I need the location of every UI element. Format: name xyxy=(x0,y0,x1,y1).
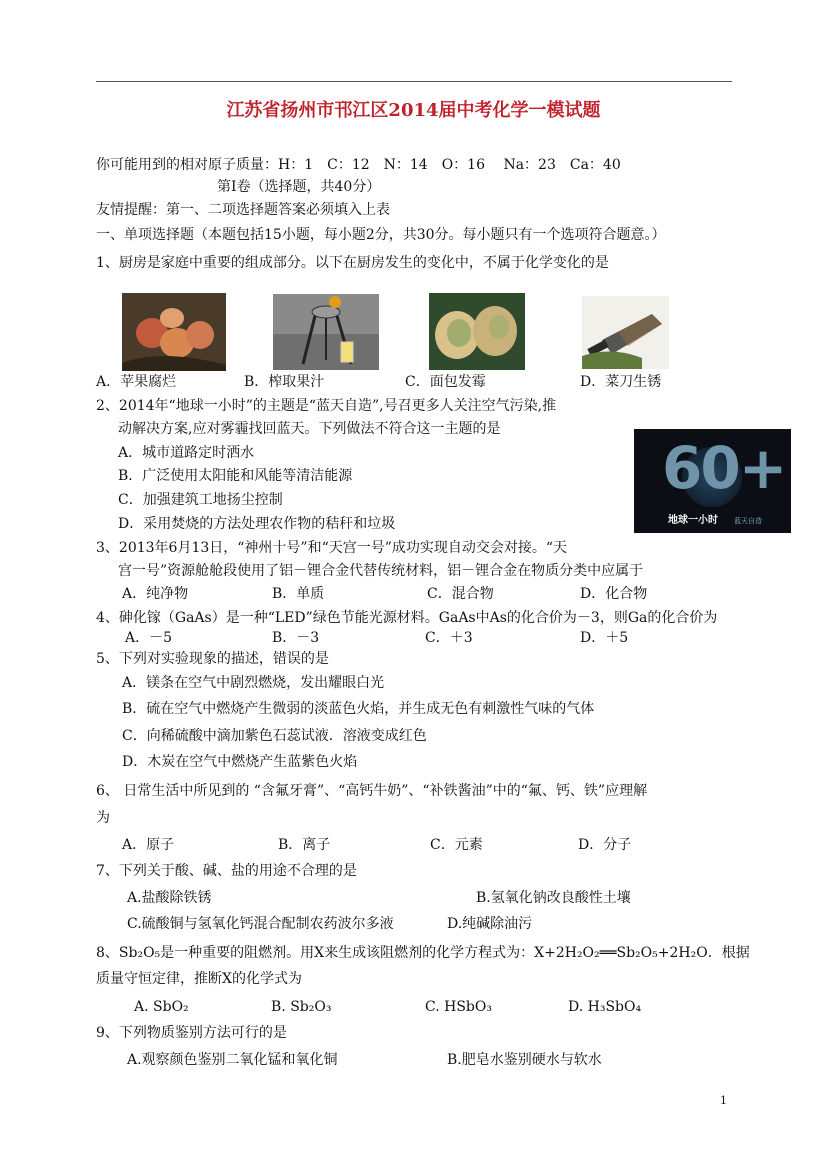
volume-header: 第Ⅰ卷（选择题，共40分） xyxy=(217,179,381,195)
rusty-knife-image xyxy=(582,296,669,369)
page-title: 江苏省扬州市邗江区2014届中考化学一模试题 xyxy=(226,100,601,121)
reminder-text: 友情提醒：第一、二项选择题答案必须填入上表 xyxy=(96,202,390,218)
moldy-bread-image xyxy=(429,293,525,370)
q8-option-b: B. Sb₂O₃ xyxy=(271,999,332,1015)
q6-option-c: C．元素 xyxy=(430,837,483,853)
q6-option-b: B．离子 xyxy=(278,837,331,853)
q5-option-c: C．向稀硫酸中滴加紫色石蕊试液．溶液变成红色 xyxy=(122,728,427,744)
q2-stem-line2: 动解决方案,应对雾霾找回蓝天。下列做法不符合这一主题的是 xyxy=(118,421,501,437)
q1-stem: 1、厨房是家庭中重要的组成部分。以下在厨房发生的变化中，不属于化学变化的是 xyxy=(96,255,609,271)
q9-option-b: B.肥皂水鉴别硬水与软水 xyxy=(447,1052,602,1068)
q3-option-a: A．纯净物 xyxy=(122,586,189,602)
q8-stem-line2: 质量守恒定律，推断X的化学式为 xyxy=(96,971,302,987)
q9-stem: 9、下列物质鉴别方法可行的是 xyxy=(96,1025,287,1041)
q8-stem-line1: 8、Sb₂O₅是一种重要的阻燃剂。用X来生成该阻燃剂的化学方程式为：X+2H₂O₂══Sb₂O₅+2H₂O．根据 xyxy=(96,945,750,961)
logo-caption-small: 蓝天自造 xyxy=(734,517,762,525)
q8-option-c: C. HSbO₃ xyxy=(425,999,492,1015)
atomic-mass-line: 你可能用到的相对原子质量：H：1 C：12 N：14 O：16 Na：23 Ca：40 xyxy=(96,157,621,173)
q4-option-b: B．－3 xyxy=(272,630,320,646)
q7-stem: 7、下列关于酸、碱、盐的用途不合理的是 xyxy=(96,863,357,879)
q7-option-a: A.盐酸除铁锈 xyxy=(127,890,212,906)
q4-option-a: A．－5 xyxy=(125,630,173,646)
q2-option-a: A．城市道路定时洒水 xyxy=(118,445,255,461)
section-heading: 一、单项选择题（本题包括15小题，每小题2分，共30分。每小题只有一个选项符合题意。） xyxy=(96,227,666,243)
q3-option-b: B．单质 xyxy=(272,586,325,602)
q5-stem: 5、下列对实验现象的描述，错误的是 xyxy=(96,651,329,667)
q3-option-d: D．化合物 xyxy=(580,586,648,602)
q7-option-c: C.硫酸铜与氢氧化钙混合配制农药波尔多液 xyxy=(127,916,394,932)
q7-option-d: D.纯碱除油污 xyxy=(447,916,533,932)
q6-option-a: A．原子 xyxy=(122,837,175,853)
logo-caption: 地球一小时 xyxy=(668,515,718,526)
q5-option-a: A．镁条在空气中剧烈燃烧，发出耀眼白光 xyxy=(122,675,385,691)
logo-60-plus: 60+ xyxy=(662,434,786,502)
q2-option-c: C．加强建筑工地扬尘控制 xyxy=(118,492,283,508)
q8-option-d: D. H₃SbO₄ xyxy=(568,999,642,1015)
q2-option-b: B．广泛使用太阳能和风能等清洁能源 xyxy=(118,468,353,484)
q6-stem-line1: 6、 日常生活中所见到的 “含氟牙膏”、“高钙牛奶”、“补铁酱油”中的“氟、钙、铁”应理解 xyxy=(96,783,648,799)
q1-option-c: C．面包发霉 xyxy=(405,374,486,390)
q1-option-d: D．菜刀生锈 xyxy=(580,374,662,390)
q4-option-d: D．＋5 xyxy=(580,630,629,646)
q2-option-d: D．采用焚烧的方法处理农作物的秸秆和垃圾 xyxy=(118,516,396,532)
q1-option-a: A．苹果腐烂 xyxy=(96,374,177,390)
header-rule xyxy=(96,81,732,82)
q8-option-a: A. SbO₂ xyxy=(134,999,189,1015)
q3-option-c: C．混合物 xyxy=(427,586,494,602)
q6-stem-line2: 为 xyxy=(96,810,110,826)
q7-option-b: B.氢氧化钠改良酸性土壤 xyxy=(476,890,631,906)
q9-option-a: A.观察颜色鉴别二氧化锰和氧化铜 xyxy=(127,1052,338,1068)
juicer-image xyxy=(273,294,379,370)
q4-stem: 4、砷化镓（GaAs）是一种“LED”绿色节能光源材料。GaAs中As的化合价为－3，则Ga的化合价为 xyxy=(96,610,718,626)
earth-hour-logo xyxy=(634,429,791,533)
rotten-apple-image xyxy=(122,293,226,371)
q6-option-d: D．分子 xyxy=(578,837,632,853)
q4-option-c: C．＋3 xyxy=(425,630,473,646)
q3-stem-line1: 3、2013年6月13日，“神州十号”和“天宫一号”成功实现自动交会对接。“天 xyxy=(96,540,568,556)
q1-option-b: B．榨取果汁 xyxy=(244,374,325,390)
q2-stem-line1: 2、2014年“地球一小时”的主题是“蓝天自造”,号召更多人关注空气污染,推 xyxy=(96,398,557,414)
q5-option-b: B．硫在空气中燃烧产生微弱的淡蓝色火焰，并生成无色有刺激性气味的气体 xyxy=(122,701,595,717)
q5-option-d: D．木炭在空气中燃烧产生蓝紫色火焰 xyxy=(122,754,358,770)
page-number: 1 xyxy=(720,1094,727,1107)
q3-stem-line2: 宫一号”资源舱舱段使用了铝－锂合金代替传统材料，铝－锂合金在物质分类中应属于 xyxy=(118,563,644,579)
